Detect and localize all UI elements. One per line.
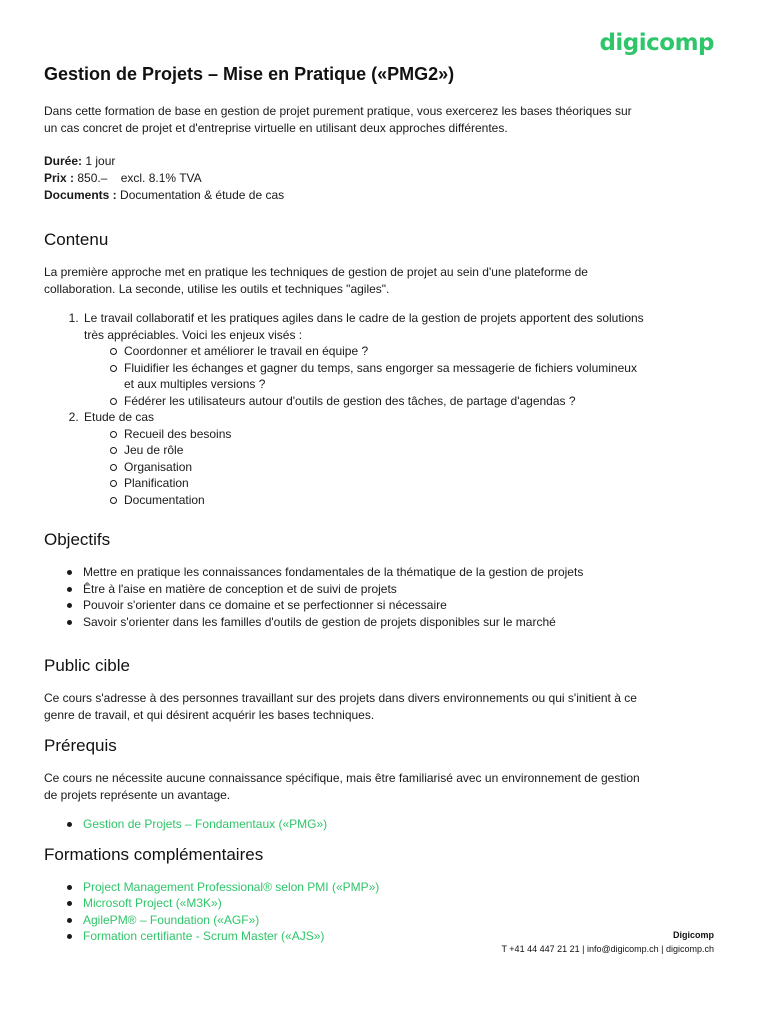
prerequis-text: Ce cours ne nécessite aucune connaissance spécifique, mais être familiarisé avec un environnement de gestion de projets représente un avantage. (44, 771, 640, 802)
sub-list-item: Jeu de rôle (124, 442, 644, 459)
course-link-pmp[interactable]: Project Management Professional® selon PMI («PMP») (83, 879, 380, 894)
list-item (83, 912, 644, 929)
duration-value: 1 jour (82, 154, 116, 168)
contenu-heading: Contenu (44, 230, 109, 249)
documents-value: Documentation & étude de cas (116, 188, 285, 202)
section-objectifs (44, 530, 644, 630)
prerequis-links (44, 816, 644, 833)
list-item-text: Etude de cas (84, 410, 155, 424)
list-item: Mettre en pratique les connaissances fondamentales de la thématique de la gestion de projets (83, 564, 644, 581)
sub-list (84, 426, 644, 509)
documents-row (44, 187, 644, 204)
sub-list-item: Documentation (124, 492, 644, 509)
course-meta (44, 153, 644, 204)
contenu-text: La première approche met en pratique les techniques de gestion de projet au sein d'une plateforme de collaboration. La seconde, utilise les outils et techniques "agiles". (44, 265, 588, 296)
course-link-agf[interactable]: AgilePM® – Foundation («AGF») (83, 912, 260, 927)
sub-list-item: Fluidifier les échanges et gagner du temps, sans engorger sa messagerie de fichiers volumineux et aux multiples versions ? (124, 360, 644, 393)
course-link-ajs[interactable]: Formation certifiante - Scrum Master («AJS») (83, 929, 325, 943)
duration-label: Durée: (44, 154, 83, 168)
footer-company: Digicomp (672, 930, 714, 940)
course-link-pmg[interactable]: Gestion de Projets – Fondamentaux («PMG») (83, 817, 328, 831)
list-item: Savoir s'orienter dans les familles d'outils de gestion de projets disponibles sur le marché (83, 614, 644, 631)
prerequis-heading: Prérequis (44, 736, 117, 755)
list-item: Pouvoir s'orienter dans ce domaine et se perfectionner si nécessaire (83, 597, 644, 614)
public-text: Ce cours s'adresse à des personnes travaillant sur des projets dans divers environnements ou qui s'initient à ce genre de travail, et qui désirent acquérir les bases techniques. (44, 691, 637, 722)
contenu-list (44, 310, 644, 508)
list-item (83, 816, 644, 833)
public-heading: Public cible (44, 656, 130, 675)
digicomp-logo: digicomp (599, 30, 714, 56)
price-value: 850.– excl. 8.1% TVA (74, 171, 202, 185)
price-label: Prix : (44, 171, 75, 185)
duration-row (44, 153, 644, 170)
course-link-m3k[interactable]: Microsoft Project («M3K») (83, 896, 222, 910)
sub-list-item: Coordonner et améliorer le travail en équipe ? (124, 343, 644, 360)
page-footer (501, 928, 714, 956)
section-public-cible (44, 656, 644, 724)
complementaires-heading: Formations complémentaires (44, 844, 264, 864)
objectifs-list (44, 564, 644, 630)
list-item (83, 895, 644, 912)
course-page (44, 64, 644, 945)
sub-list-item: Organisation (124, 459, 644, 476)
price-row (44, 170, 644, 187)
list-item (82, 409, 644, 508)
sub-list-item: Planification (124, 475, 644, 492)
section-contenu (44, 230, 644, 508)
footer-contact: T +41 44 447 21 21 | info@digicomp.ch | digicomp.ch (501, 944, 714, 954)
section-prerequis (44, 736, 644, 833)
objectifs-heading: Objectifs (44, 530, 111, 549)
sub-list-item: Recueil des besoins (124, 426, 644, 443)
documents-label: Documents : (44, 188, 117, 202)
list-item (83, 879, 644, 896)
list-item-text: Le travail collaboratif et les pratiques agiles dans le cadre de la gestion de projets apportent des solutions très appréciables. Voici les enjeux visés : (84, 311, 644, 342)
intro-text: Dans cette formation de base en gestion de projet purement pratique, vous exercerez les bases théoriques sur un cas concret de projet et d'entreprise virtuelle en utilisant deux approches différentes. (44, 104, 632, 135)
sub-list-item: Fédérer les utilisateurs autour d'outils de gestion des tâches, de partage d'agendas ? (124, 393, 644, 410)
sub-list (84, 343, 644, 409)
list-item (82, 310, 644, 409)
list-item: Être à l'aise en matière de conception et de suivi de projets (83, 581, 644, 598)
page-title: Gestion de Projets – Mise en Pratique («PMG2») (44, 64, 455, 84)
